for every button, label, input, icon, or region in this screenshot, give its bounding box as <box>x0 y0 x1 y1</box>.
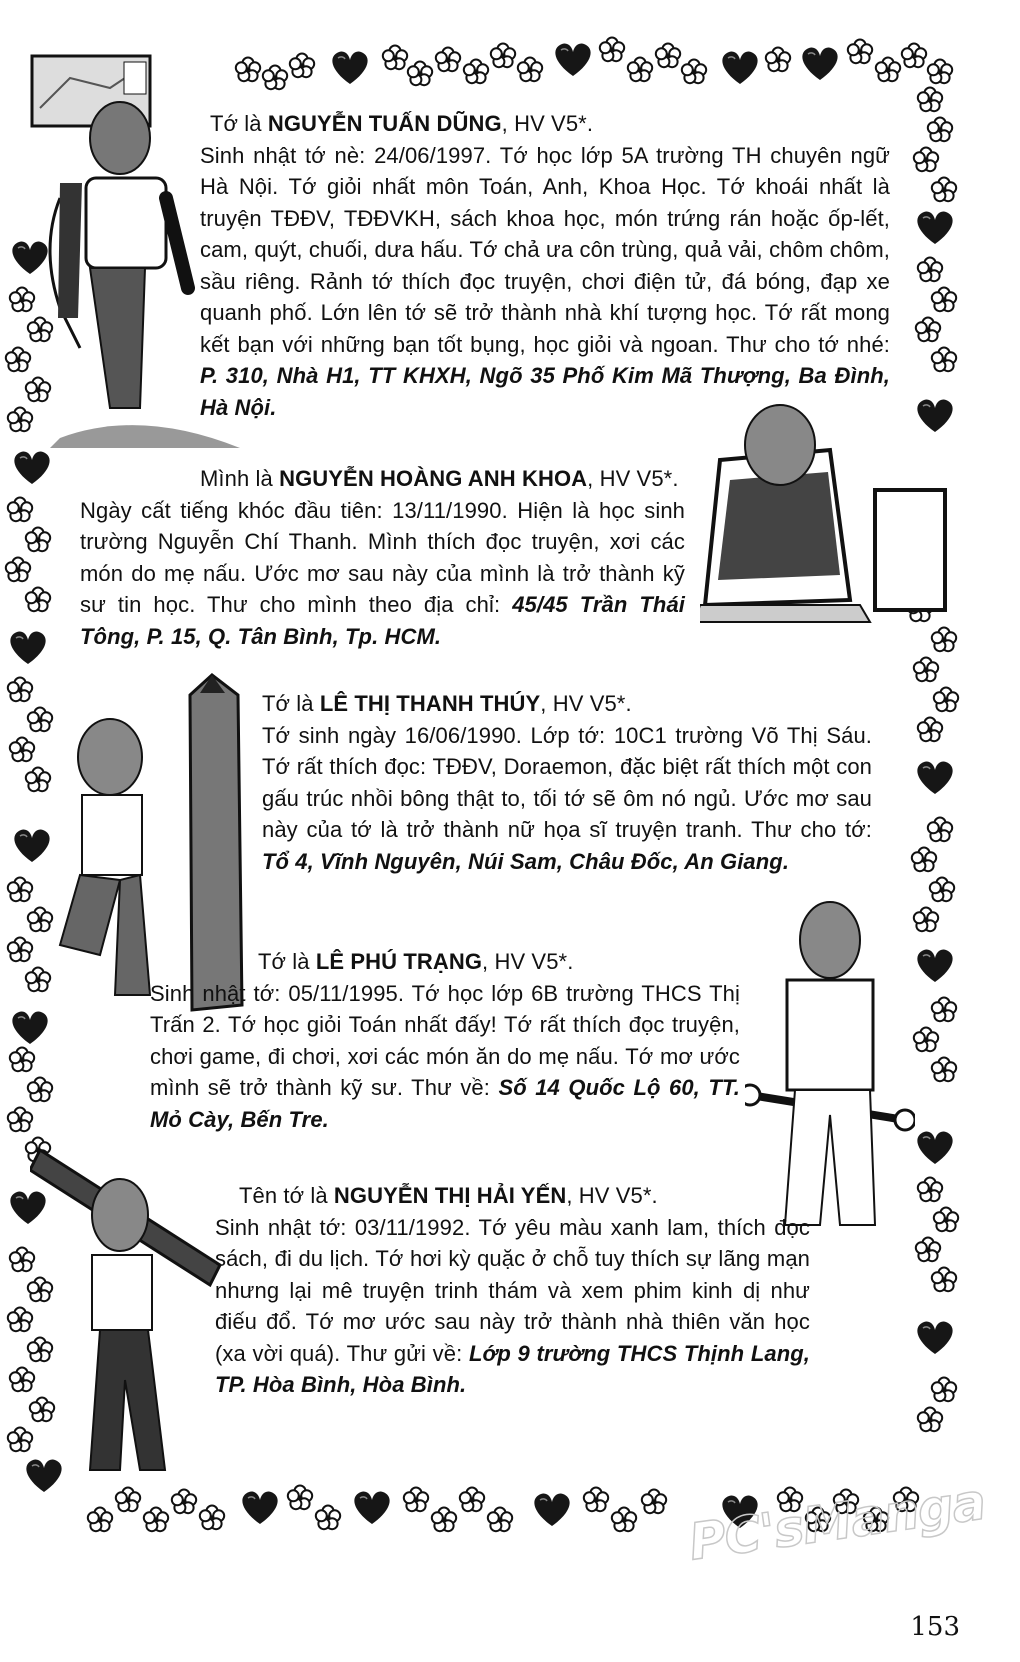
entry-1-address: P. 310, Nhà H1, TT KHXH, Ngõ 35 Phố Kim Mã Thượng, Ba Đình, Hà Nội. <box>200 363 890 420</box>
entry-2-body: Ngày cất tiếng khóc đầu tiên: 13/11/1990. Hiện là học sinh trường Nguyễn Chí Thanh. Mình thích đọc truyện, xơi các món do mẹ nấu. Ước mơ sau này của mình là trở thành kỹ sư tin học. Thư cho mình theo địa chỉ: <box>80 497 685 617</box>
entry-3-suffix: , HV V5*. <box>540 691 632 716</box>
entry-2-name: NGUYỄN HOÀNG ANH KHOA <box>279 466 588 491</box>
entry-5-name: NGUYỄN THỊ HẢI YẾN <box>333 1183 567 1208</box>
entry-4-suffix: , HV V5*. <box>482 949 574 974</box>
entry-4-name: LÊ PHÚ TRẠNG <box>315 949 483 974</box>
entry-1-intro: Tớ là <box>210 111 262 136</box>
entry-4-intro: Tớ là <box>258 949 310 974</box>
boy-in-computer-illustration <box>700 390 960 630</box>
entry-4-body: Sinh nhật tớ: 05/11/1995. Tớ học lớp 6B trường THCS Thị Trấn 2. Tớ học giỏi Toán nhất đấy! Tớ rất thích đọc truyện, chơi game, đi chơi, xơi các món ăn do mẹ nấu. Tớ mơ ước mình sẽ trở thành kỹ sư. Thư về: <box>150 980 740 1100</box>
entry-2-intro: Mình là <box>200 466 273 491</box>
entry-3-intro: Tớ là <box>262 691 314 716</box>
profile-entry-4 <box>150 946 740 1135</box>
entry-3-body: Tớ sinh ngày 16/06/1990. Lớp tớ: 10C1 trường Võ Thị Sáu. Tớ rất thích đọc: TĐĐV, Doraemon, đặc biệt rất thích một con gấu trúc nhồi bông thật to, tối tớ sẽ ôm nó ngủ. Ước mơ sau này của tớ là trở thành nữ họa sĩ truyện tranh. Thư cho tớ: <box>262 722 872 842</box>
entry-5-intro: Tên tớ là <box>239 1183 328 1208</box>
entry-3-address: Tổ 4, Vĩnh Nguyên, Núi Sam, Châu Đốc, An Giang. <box>262 848 790 874</box>
entry-3-heading <box>262 688 872 720</box>
entry-2-heading <box>80 463 685 495</box>
entry-2-address: 45/45 Trần Thái Tông, P. 15, Q. Tân Bình, Tp. HCM. <box>80 592 686 649</box>
entry-5-address: Lớp 9 trường THCS Thịnh Lang, TP. Hòa Bình, Hòa Bình. <box>215 1340 810 1397</box>
entry-5-body: Sinh nhật tớ: 03/11/1992. Tớ yêu màu xanh lam, thích đọc sách, đi du lịch. Tớ hơi kỳ quặc ở chỗ tuy thích sự lãng mạn nhưng lại mê truyện trinh thám và xem phim kinh dị như điếu đổ. Tớ mơ ước sau này trở thành nhà thiên văn học (xa vời quá). Thư gửi về: <box>215 1214 810 1366</box>
profile-entry-1 <box>200 108 890 423</box>
entry-3-name: LÊ THỊ THANH THÚY <box>319 691 541 716</box>
profile-entry-2 <box>80 463 685 652</box>
entry-5-suffix: , HV V5*. <box>566 1183 658 1208</box>
entry-1-name: NGUYỄN TUẤN DŨNG <box>267 111 502 136</box>
entry-1-body: Sinh nhật tớ nè: 24/06/1997. Tớ học lớp 5A trường TH chuyên ngữ Hà Nội. Tớ giỏi nhất môn Toán, Anh, Khoa Học. Tớ khoái nhất là truyện TĐĐV, TĐĐVKH, sách khoa học, món trứng rán hoặc ốp-lết, cam, quýt, chuối, dưa hấu. Tớ chả ưa côn trùng, quả vải, chôm chôm, sầu riêng. Rảnh tớ thích đọc truyện, chơi điện tử, đá bóng, đạp xe quanh phố. Lớn lên tớ sẽ trở thành nhà khí tượng học. Tớ rất mong kết bạn với những bạn tốt bụng, học giỏi và ngoan. Thư cho tớ nhé: <box>200 142 890 357</box>
entry-4-heading <box>150 946 740 978</box>
girl-with-telescope-illustration <box>30 1140 230 1500</box>
entry-2-suffix: , HV V5*. <box>587 466 679 491</box>
entry-1-heading <box>200 108 890 140</box>
entry-4-address: Số 14 Quốc Lộ 60, TT. Mỏ Cày, Bến Tre. <box>150 1075 740 1132</box>
entry-5-heading <box>215 1180 810 1212</box>
profile-entry-3 <box>262 688 872 877</box>
profile-entry-5 <box>215 1180 810 1401</box>
watermark: PC'sManga <box>685 1472 989 1572</box>
page-number: 153 <box>910 1612 960 1642</box>
entry-1-suffix: , HV V5*. <box>501 111 594 136</box>
